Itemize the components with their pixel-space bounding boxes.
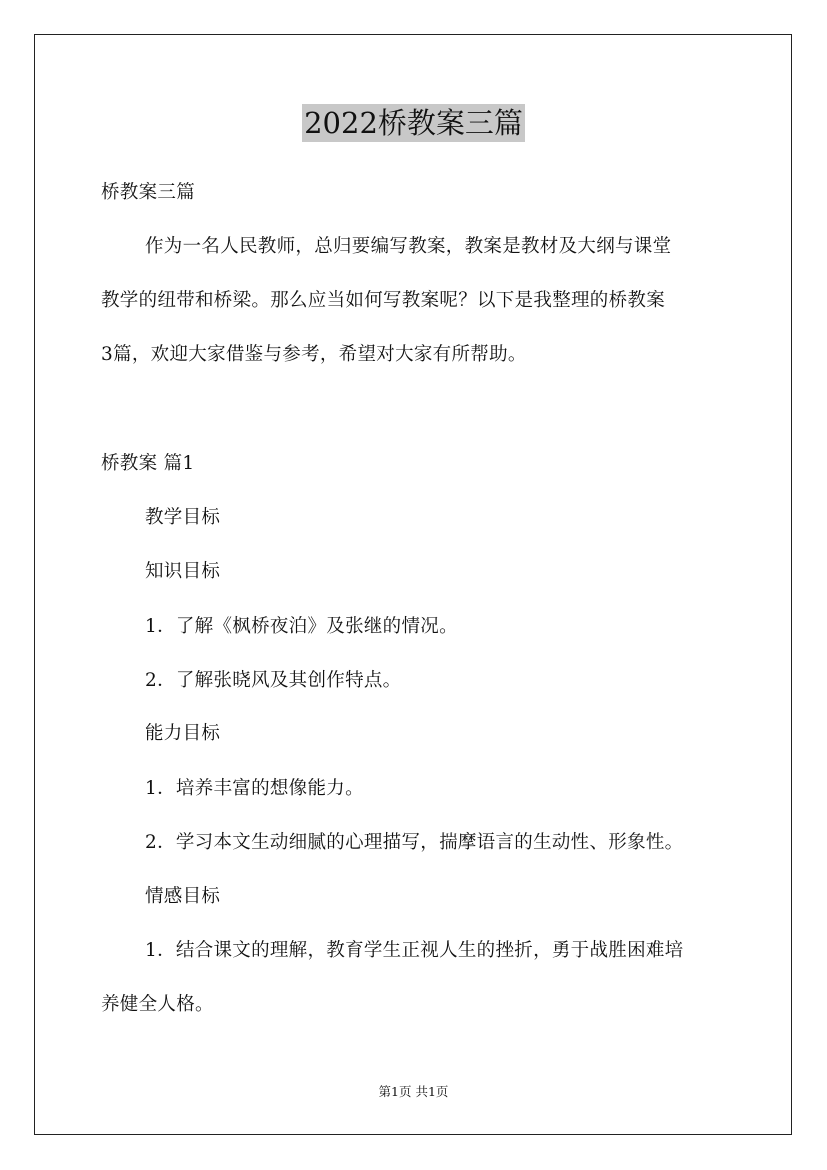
body-line: 2．学习本文生动细腻的心理描写，揣摩语言的生动性、形象性。	[145, 832, 684, 853]
section-heading: 桥教案 篇1	[101, 453, 195, 474]
body-line: 1．结合课文的理解，教育学生正视人生的挫折，勇于战胜困难培	[145, 940, 684, 961]
body-line: 1．培养丰富的想像能力。	[145, 778, 364, 799]
body-line: 知识目标	[145, 561, 221, 582]
body-line: 教学目标	[145, 507, 221, 528]
body-line: 2．了解张晓风及其创作特点。	[145, 670, 402, 691]
body-line: 养健全人格。	[101, 994, 214, 1015]
page-footer: 第1页 共1页	[378, 1084, 449, 1099]
intro-line: 作为一名人民教师，总归要编写教案，教案是教材及大纲与课堂	[145, 236, 672, 257]
body-line: 1．了解《枫桥夜泊》及张继的情况。	[145, 616, 458, 637]
intro-line: 教学的纽带和桥梁。那么应当如何写教案呢？以下是我整理的桥教案	[101, 290, 666, 311]
document-title: 2022桥教案三篇	[304, 106, 523, 140]
document-subtitle: 桥教案三篇	[101, 182, 196, 203]
intro-line: 3篇，欢迎大家借鉴与参考，希望对大家有所帮助。	[101, 344, 527, 365]
body-line: 情感目标	[145, 886, 221, 907]
title-container	[0, 104, 827, 142]
body-line: 能力目标	[145, 723, 221, 744]
